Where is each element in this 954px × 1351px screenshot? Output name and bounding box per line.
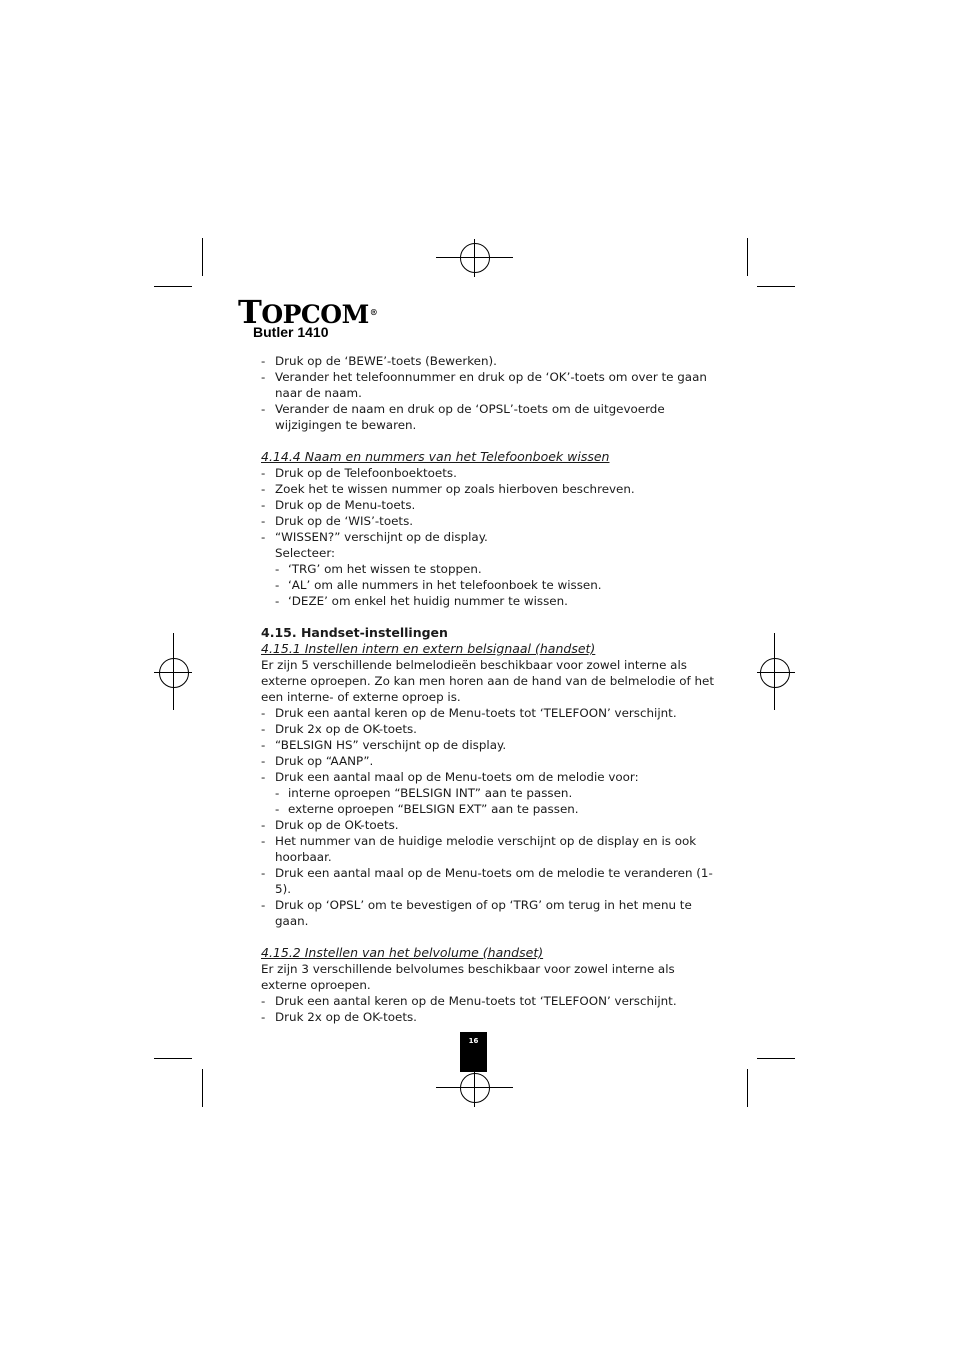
- model-name: Butler 1410: [253, 324, 329, 340]
- brand-logo-initial: T: [238, 293, 262, 331]
- registration-circle: [460, 1073, 490, 1103]
- list-item: - Het nummer van de huidige melodie verschijnt op de display en is ook hoorbaar.: [261, 833, 721, 865]
- list-item: - Druk op “AANP”.: [261, 753, 721, 769]
- crop-mark: [747, 1069, 748, 1107]
- crop-mark: [202, 238, 203, 276]
- section-heading-4-15: 4.15. Handset-instellingen: [261, 625, 448, 640]
- list-item: - Druk een aantal keren op de Menu-toets tot ‘TELEFOON’ verschijnt.: [261, 705, 721, 721]
- section-heading-4-15-2: 4.15.2 Instellen van het belvolume (handset): [261, 945, 544, 960]
- list-item: - Druk 2x op de OK-toets.: [261, 1009, 721, 1025]
- section-heading-4-14-4: 4.14.4 Naam en nummers van het Telefoonboek wissen: [261, 449, 610, 464]
- list-item: - Druk op de ‘BEWE’-toets (Bewerken).: [261, 353, 721, 369]
- list-item: - Zoek het te wissen nummer op zoals hierboven beschreven.: [261, 481, 721, 497]
- section-intro: Er zijn 3 verschillende belvolumes beschikbaar voor zowel interne als externe oproepen.: [261, 962, 675, 992]
- page-content: [261, 353, 721, 1025]
- section-heading-4-15-1: 4.15.1 Instellen intern en extern belsignaal (handset): [261, 641, 596, 656]
- crop-mark: [757, 1058, 795, 1059]
- list-item: - Druk op de Menu-toets.: [261, 497, 721, 513]
- section-intro: Er zijn 5 verschillende belmelodieën beschikbaar voor zowel interne als externe oproepen. Zo kan men horen aan de hand van de belmelodie of het een interne- of externe oproep is.: [261, 658, 715, 704]
- select-label: Selecteer:: [275, 546, 335, 560]
- sub-list-item: - ‘TRG’ om het wissen te stoppen.: [261, 561, 721, 577]
- brand-logo-rest: OPCOM: [261, 300, 369, 329]
- registered-mark: ®: [369, 307, 378, 317]
- crop-mark: [747, 238, 748, 276]
- registration-circle: [159, 658, 189, 688]
- list-item: - Verander de naam en druk op de ‘OPSL’-toets om de uitgevoerde wijzigingen te bewaren.: [261, 401, 721, 433]
- list-item: - Druk op ‘OPSL’ om te bevestigen of op ‘TRG’ om terug in het menu te gaan.: [261, 897, 721, 929]
- crop-mark: [757, 286, 795, 287]
- page-number: 16: [460, 1032, 487, 1072]
- list-item: - Druk een aantal maal op de Menu-toets om de melodie voor:: [261, 769, 721, 785]
- crop-mark: [154, 1058, 192, 1059]
- sub-list-item: - ‘DEZE’ om enkel het huidig nummer te wissen.: [261, 593, 721, 609]
- registration-circle: [460, 243, 490, 273]
- list-item: - Druk op de Telefoonboektoets.: [261, 465, 721, 481]
- crop-mark: [154, 286, 192, 287]
- sub-list-item: - interne oproepen “BELSIGN INT” aan te passen.: [261, 785, 721, 801]
- sub-list-item: - ‘AL’ om alle nummers in het telefoonboek te wissen.: [261, 577, 721, 593]
- list-item: - Druk op de ‘WIS’-toets.: [261, 513, 721, 529]
- list-item: - Verander het telefoonnummer en druk op de ‘OK’-toets om over te gaan naar de naam.: [261, 369, 721, 401]
- list-item: - Druk 2x op de OK-toets.: [261, 721, 721, 737]
- list-item: - Druk op de OK-toets.: [261, 817, 721, 833]
- registration-circle: [760, 658, 790, 688]
- crop-mark: [202, 1069, 203, 1107]
- sub-list-item: - externe oproepen “BELSIGN EXT” aan te passen.: [261, 801, 721, 817]
- list-item: - “BELSIGN HS” verschijnt op de display.: [261, 737, 721, 753]
- list-item: - Druk een aantal maal op de Menu-toets om de melodie te veranderen (1-5).: [261, 865, 721, 897]
- list-item: - “WISSEN?” verschijnt op de display.: [261, 529, 721, 545]
- list-item: - Druk een aantal keren op de Menu-toets tot ‘TELEFOON’ verschijnt.: [261, 993, 721, 1009]
